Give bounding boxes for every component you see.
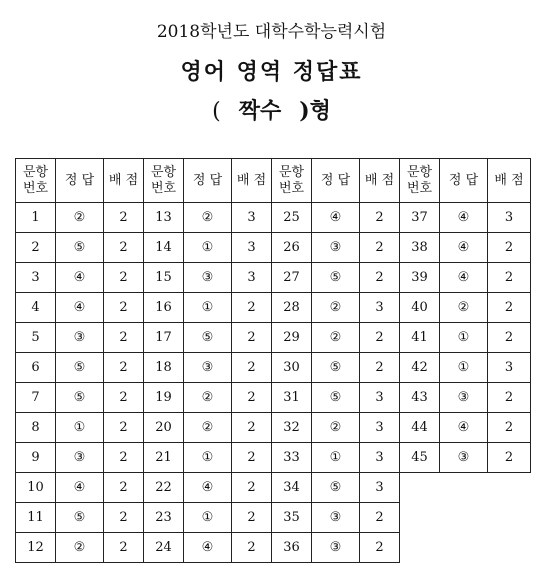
answer-choice: ① xyxy=(184,293,232,323)
question-number: 16 xyxy=(144,293,184,323)
question-number: 14 xyxy=(144,233,184,263)
answer-choice: ③ xyxy=(184,263,232,293)
table-row xyxy=(16,443,531,473)
question-number: 43 xyxy=(400,383,440,413)
answer-choice: ④ xyxy=(56,293,104,323)
answer-choice: ③ xyxy=(184,353,232,383)
question-number: 19 xyxy=(144,383,184,413)
points-value: 2 xyxy=(488,413,531,443)
table-row xyxy=(16,503,531,533)
subject-title: 영어 영역 정답표 xyxy=(180,59,363,85)
question-number: 13 xyxy=(144,203,184,233)
question-number: 22 xyxy=(144,473,184,503)
question-number: 17 xyxy=(144,323,184,353)
question-number: 45 xyxy=(400,443,440,473)
points-value: 2 xyxy=(360,263,400,293)
points-value: 2 xyxy=(104,203,144,233)
answer-choice: ① xyxy=(184,503,232,533)
answer-choice: ⑤ xyxy=(312,473,360,503)
table-row xyxy=(16,353,531,383)
exam-type xyxy=(0,94,543,125)
points-value: 2 xyxy=(360,503,400,533)
question-number: 10 xyxy=(16,473,56,503)
question-number: 37 xyxy=(400,203,440,233)
answer-choice: ② xyxy=(184,203,232,233)
answer-choice: ③ xyxy=(440,443,488,473)
answer-choice: ② xyxy=(312,293,360,323)
answer-choice: ② xyxy=(440,293,488,323)
question-number: 23 xyxy=(144,503,184,533)
type-word: 짝수 xyxy=(238,98,282,124)
points-value: 2 xyxy=(488,323,531,353)
table-row xyxy=(16,413,531,443)
points-value: 2 xyxy=(232,533,272,563)
table-row xyxy=(16,203,531,233)
answer-choice: ① xyxy=(56,413,104,443)
answer-choice: ① xyxy=(184,233,232,263)
answer-choice: ④ xyxy=(184,533,232,563)
points-value: 2 xyxy=(104,263,144,293)
question-number: 33 xyxy=(272,443,312,473)
points-value: 2 xyxy=(488,293,531,323)
question-number: 3 xyxy=(16,263,56,293)
answer-choice: ① xyxy=(312,443,360,473)
answer-choice: ③ xyxy=(312,233,360,263)
points-value: 2 xyxy=(232,443,272,473)
points-header: 배 점 xyxy=(360,159,400,203)
points-value: 2 xyxy=(232,503,272,533)
question-number: 11 xyxy=(16,503,56,533)
points-value: 2 xyxy=(232,353,272,383)
answer-header: 정 답 xyxy=(56,159,104,203)
question-number: 2 xyxy=(16,233,56,263)
answer-choice: ② xyxy=(184,383,232,413)
answer-choice: ③ xyxy=(312,533,360,563)
empty-cell xyxy=(488,503,531,533)
empty-cell xyxy=(440,503,488,533)
points-header: 배 점 xyxy=(104,159,144,203)
points-value: 2 xyxy=(104,353,144,383)
points-value: 2 xyxy=(104,383,144,413)
answer-table-body xyxy=(16,203,531,563)
question-number: 27 xyxy=(272,263,312,293)
type-close: )형 xyxy=(299,98,331,124)
answer-key-table xyxy=(15,158,531,563)
answer-choice: ④ xyxy=(440,263,488,293)
answer-choice: ③ xyxy=(440,383,488,413)
answer-choice: ④ xyxy=(440,203,488,233)
points-value: 2 xyxy=(104,323,144,353)
question-number: 8 xyxy=(16,413,56,443)
points-value: 2 xyxy=(360,233,400,263)
answer-choice: ② xyxy=(184,413,232,443)
exam-year-title: 2018학년도 대학수학능력시험 xyxy=(156,22,387,42)
answer-choice: ⑤ xyxy=(56,503,104,533)
question-number: 18 xyxy=(144,353,184,383)
answer-choice: ① xyxy=(440,323,488,353)
answer-header: 정 답 xyxy=(312,159,360,203)
points-value: 3 xyxy=(232,203,272,233)
points-value: 3 xyxy=(488,203,531,233)
points-value: 3 xyxy=(232,263,272,293)
answer-choice: ⑤ xyxy=(56,353,104,383)
points-value: 2 xyxy=(360,353,400,383)
empty-cell xyxy=(440,473,488,503)
empty-cell xyxy=(400,473,440,503)
question-number: 12 xyxy=(16,533,56,563)
points-value: 2 xyxy=(104,443,144,473)
answer-choice: ⑤ xyxy=(312,383,360,413)
table-row xyxy=(16,473,531,503)
question-number-header: 문항 번호 xyxy=(144,159,184,203)
points-value: 2 xyxy=(104,473,144,503)
table-row xyxy=(16,263,531,293)
question-number: 39 xyxy=(400,263,440,293)
table-row xyxy=(16,323,531,353)
answer-choice: ② xyxy=(56,533,104,563)
question-number: 4 xyxy=(16,293,56,323)
question-number: 20 xyxy=(144,413,184,443)
answer-choice: ⑤ xyxy=(184,323,232,353)
answer-choice: ④ xyxy=(312,203,360,233)
question-number: 34 xyxy=(272,473,312,503)
answer-choice: ④ xyxy=(56,473,104,503)
answer-choice: ② xyxy=(312,413,360,443)
answer-choice: ④ xyxy=(184,473,232,503)
question-number-header: 문항 번호 xyxy=(16,159,56,203)
question-number: 26 xyxy=(272,233,312,263)
points-value: 2 xyxy=(488,263,531,293)
table-row xyxy=(16,383,531,413)
answer-choice: ⑤ xyxy=(312,263,360,293)
answer-choice: ① xyxy=(440,353,488,383)
answer-choice: ⑤ xyxy=(56,383,104,413)
question-number: 36 xyxy=(272,533,312,563)
points-value: 2 xyxy=(232,473,272,503)
points-value: 2 xyxy=(104,503,144,533)
points-value: 2 xyxy=(104,233,144,263)
points-value: 2 xyxy=(232,323,272,353)
answer-choice: ③ xyxy=(56,443,104,473)
points-value: 2 xyxy=(360,323,400,353)
question-number: 38 xyxy=(400,233,440,263)
points-value: 2 xyxy=(232,383,272,413)
empty-cell xyxy=(440,533,488,563)
points-value: 3 xyxy=(360,473,400,503)
header-row xyxy=(16,159,531,203)
empty-cell xyxy=(488,473,531,503)
points-value: 3 xyxy=(232,233,272,263)
table-row xyxy=(16,293,531,323)
points-value: 3 xyxy=(360,443,400,473)
answer-choice: ② xyxy=(312,323,360,353)
points-value: 3 xyxy=(488,353,531,383)
question-number: 9 xyxy=(16,443,56,473)
points-value: 2 xyxy=(104,413,144,443)
answer-choice: ④ xyxy=(440,413,488,443)
points-value: 2 xyxy=(360,203,400,233)
points-header: 배 점 xyxy=(232,159,272,203)
answer-choice: ① xyxy=(184,443,232,473)
points-value: 2 xyxy=(488,443,531,473)
empty-cell xyxy=(400,533,440,563)
question-number: 42 xyxy=(400,353,440,383)
points-value: 2 xyxy=(488,233,531,263)
question-number: 6 xyxy=(16,353,56,383)
points-value: 3 xyxy=(360,413,400,443)
question-number-header: 문항 번호 xyxy=(400,159,440,203)
answer-choice: ④ xyxy=(440,233,488,263)
question-number: 5 xyxy=(16,323,56,353)
points-header: 배 점 xyxy=(488,159,531,203)
question-number: 40 xyxy=(400,293,440,323)
answer-header: 정 답 xyxy=(440,159,488,203)
points-value: 2 xyxy=(360,533,400,563)
points-value: 3 xyxy=(360,383,400,413)
answer-choice: ② xyxy=(56,203,104,233)
question-number-header: 문항 번호 xyxy=(272,159,312,203)
answer-header: 정 답 xyxy=(184,159,232,203)
type-open-paren: ( xyxy=(212,99,221,124)
table-row xyxy=(16,233,531,263)
question-number: 1 xyxy=(16,203,56,233)
question-number: 32 xyxy=(272,413,312,443)
question-number: 25 xyxy=(272,203,312,233)
question-number: 24 xyxy=(144,533,184,563)
answer-choice: ④ xyxy=(56,263,104,293)
points-value: 3 xyxy=(360,293,400,323)
points-value: 2 xyxy=(232,413,272,443)
question-number: 28 xyxy=(272,293,312,323)
question-number: 44 xyxy=(400,413,440,443)
question-number: 41 xyxy=(400,323,440,353)
points-value: 2 xyxy=(488,383,531,413)
question-number: 31 xyxy=(272,383,312,413)
empty-cell xyxy=(400,503,440,533)
points-value: 2 xyxy=(104,293,144,323)
question-number: 29 xyxy=(272,323,312,353)
answer-choice: ⑤ xyxy=(56,233,104,263)
points-value: 2 xyxy=(232,293,272,323)
question-number: 35 xyxy=(272,503,312,533)
answer-choice: ③ xyxy=(56,323,104,353)
question-number: 30 xyxy=(272,353,312,383)
empty-cell xyxy=(488,533,531,563)
answer-choice: ③ xyxy=(312,503,360,533)
question-number: 21 xyxy=(144,443,184,473)
question-number: 7 xyxy=(16,383,56,413)
question-number: 15 xyxy=(144,263,184,293)
answer-choice: ⑤ xyxy=(312,353,360,383)
table-row xyxy=(16,533,531,563)
points-value: 2 xyxy=(104,533,144,563)
